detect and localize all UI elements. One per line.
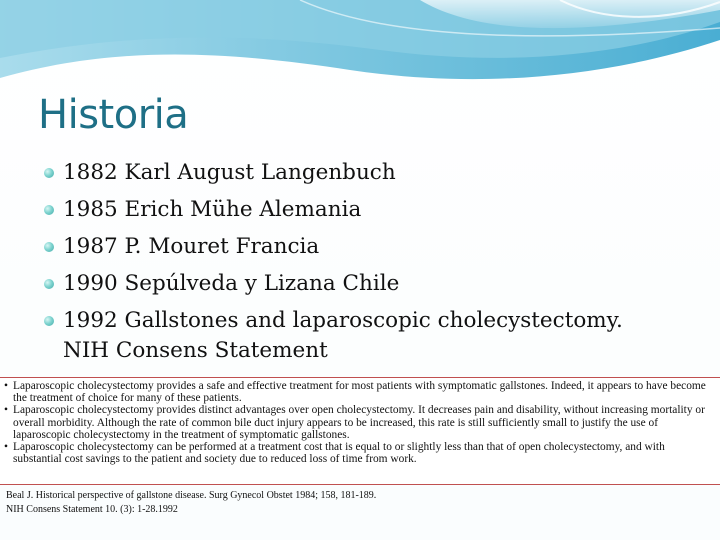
- list-item-text: 1985 Erich Mühe Alemania: [63, 197, 362, 222]
- list-item: [44, 195, 704, 225]
- list-item-text: 1992 Gallstones and laparoscopic cholecystectomy.: [63, 308, 623, 333]
- bullet-dot-icon: [44, 242, 54, 252]
- bullet-dot-icon: [44, 279, 54, 289]
- reference-line: NIH Consens Statement 10. (3): 1-28.1992: [6, 504, 178, 515]
- list-item-text: 1987 P. Mouret Francia: [63, 234, 320, 259]
- nih-statement-excerpt: [0, 377, 720, 485]
- header-wave-decoration: [0, 0, 720, 90]
- excerpt-item: • Laparoscopic cholecystectomy provides a safe and effective treatment for most patients with symptomatic gallstones. Indeed, it appears to have become the treatment of choice for many of these patients.: [4, 380, 716, 404]
- list-item: [44, 269, 704, 299]
- list-item: [44, 306, 704, 366]
- excerpt-item: • Laparoscopic cholecystectomy provides distinct advantages over open cholecystectomy. It decreases pain and disability, without increasing mortality or overall morbidity. Although the rate of common bile duct injury appears to be increased, this rate is still sufficiently small to justify the use of laparoscopic cholecystectomy in the treatment of symptomatic gallstones.: [4, 404, 716, 441]
- page-title: Historia: [38, 92, 189, 138]
- bullet-dot-icon: [44, 316, 54, 326]
- bullet-dot-icon: [44, 168, 54, 178]
- history-bullet-list: [44, 158, 704, 373]
- list-item-text: 1882 Karl August Langenbuch: [63, 160, 396, 185]
- list-item: [44, 232, 704, 262]
- bullet-dot-icon: [44, 205, 54, 215]
- excerpt-item: • Laparoscopic cholecystectomy can be performed at a treatment cost that is equal to or slightly less than that of open cholecystectomy, and with substantial cost savings to the patient and society due to reduced loss of time from work.: [4, 441, 716, 465]
- list-item-text: 1990 Sepúlveda y Lizana Chile: [63, 271, 400, 296]
- list-item: [44, 158, 704, 188]
- references: [6, 489, 376, 517]
- reference-line: Beal J. Historical perspective of gallstone disease. Surg Gynecol Obstet 1984; 158, 181-189.: [6, 490, 377, 501]
- list-item-text-continued: NIH Consens Statement: [63, 338, 328, 363]
